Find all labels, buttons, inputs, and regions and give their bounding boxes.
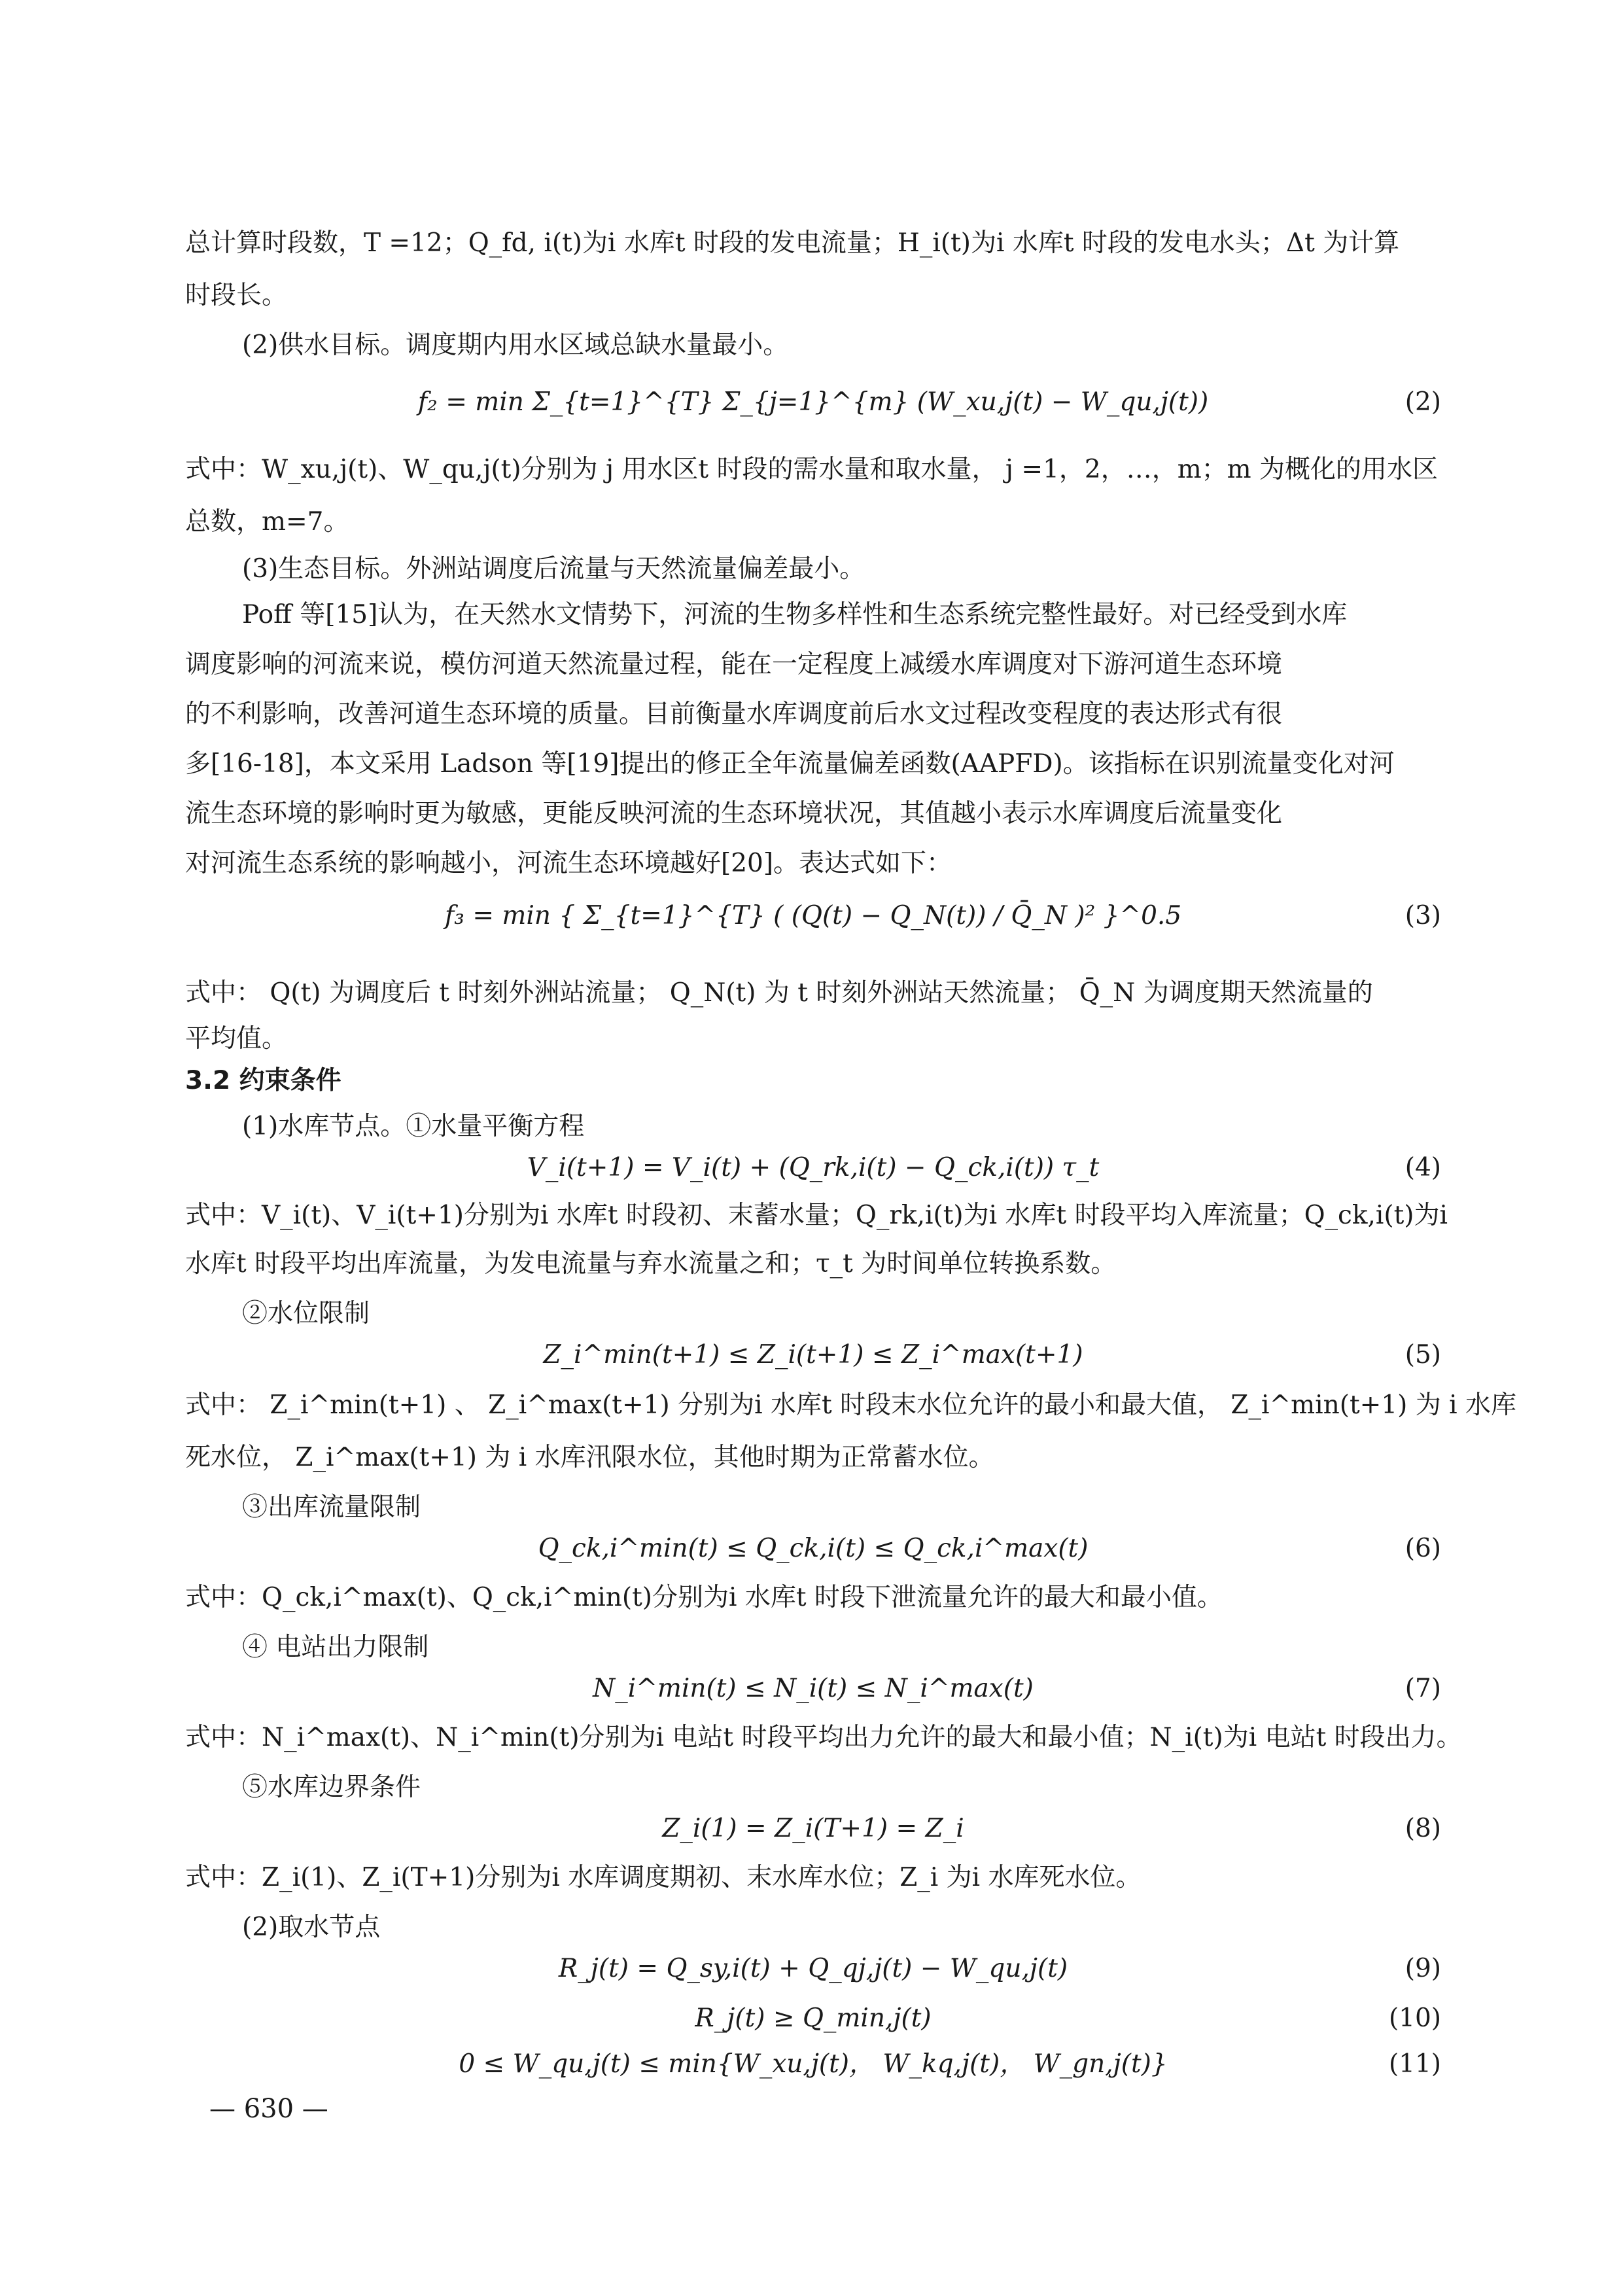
equation-text: 0 ≤ W_qu,j(t) ≤ min{W_xu,j(t)， W_kq,j(t)， W_gn,j(t)}	[459, 2049, 1168, 2079]
equation-8	[185, 1799, 1441, 1858]
paragraph-line: 式中： Q(t) 为调度后 t 时刻外洲站流量； Q_N(t) 为 t 时刻外洲站天然流量； Q̄_N 为调度期天然流量的	[185, 978, 1373, 1008]
equation-text: f₃ = min { Σ_{t=1}^{T} ( (Q(t) − Q_N(t)) / Q̄_N )² }^0.5	[444, 901, 1182, 930]
paragraph-line: 式中：Z_i(1)、Z_i(T+1)分别为i 水库调度期初、末水库水位；Z_i 为i 水库死水位。	[185, 1863, 1142, 1892]
paragraph-line: 式中：N_i^max(t)、N_i^min(t)分别为i 电站t 时段平均出力允许的最大和最小值；N_i(t)为i 电站t 时段出力。	[185, 1723, 1462, 1752]
equation-number: (7)	[1405, 1674, 1441, 1703]
paragraph-line: 总数，m=7。	[185, 507, 349, 537]
equation-2	[185, 373, 1441, 432]
paragraph-line: (2)取水节点	[242, 1913, 381, 1942]
equation-text: Q_ck,i^min(t) ≤ Q_ck,i(t) ≤ Q_ck,i^max(t)	[538, 1534, 1089, 1563]
equation-number: (6)	[1405, 1534, 1441, 1563]
page-number: — 630 —	[209, 2094, 328, 2124]
equation-text: Z_i(1) = Z_i(T+1) = Z_i	[662, 1814, 964, 1843]
paragraph-line: ③出库流量限制	[242, 1492, 421, 1522]
paragraph-line: 流生态环境的影响时更为敏感，更能反映河流的生态环境状况，其值越小表示水库调度后流量变化	[185, 799, 1283, 828]
paragraph-line: ④ 电站出力限制	[242, 1633, 429, 1662]
equation-number: (10)	[1388, 2004, 1441, 2033]
paragraph-line: 式中： Z_i^min(t+1) 、 Z_i^max(t+1) 分别为i 水库t 时段末水位允许的最小和最大值， Z_i^min(t+1) 为 i 水库	[185, 1390, 1516, 1420]
paragraph-line: 调度影响的河流来说，模仿河道天然流量过程，能在一定程度上减缓水库调度对下游河道生态环境	[185, 650, 1283, 679]
paragraph-line: 平均值。	[185, 1024, 288, 1053]
equation-7	[185, 1659, 1441, 1718]
paragraph-line: Poff 等[15]认为，在天然水文情势下，河流的生物多样性和生态系统完整性最好。对已经受到水库	[242, 600, 1348, 629]
equation-text: V_i(t+1) = V_i(t) + (Q_rk,i(t) − Q_ck,i(t)) τ_t	[527, 1153, 1100, 1182]
equation-number: (2)	[1405, 387, 1441, 417]
paragraph-line: 式中：Q_ck,i^max(t)、Q_ck,i^min(t)分别为i 水库t 时段下泄流量允许的最大和最小值。	[185, 1583, 1223, 1612]
equation-5	[185, 1326, 1441, 1385]
equation-text: R_j(t) = Q_sy,i(t) + Q_qj,j(t) − W_qu,j(t)	[558, 1954, 1068, 1983]
equation-4	[185, 1139, 1441, 1197]
equation-text: Z_i^min(t+1) ≤ Z_i(t+1) ≤ Z_i^max(t+1)	[543, 1340, 1083, 1369]
equation-number: (5)	[1405, 1340, 1441, 1369]
equation-number: (8)	[1405, 1814, 1441, 1843]
equation-text: f₂ = min Σ_{t=1}^{T} Σ_{j=1}^{m} (W_xu,j(t) − W_qu,j(t))	[417, 387, 1209, 417]
paragraph-line: ⑤水库边界条件	[242, 1773, 421, 1802]
paragraph-line: (3)生态目标。外洲站调度后流量与天然流量偏差最小。	[242, 554, 865, 584]
paragraph-line: 时段长。	[185, 281, 288, 310]
paragraph-line: 水库t 时段平均出库流量，为发电流量与弃水流量之和；τ_t 为时间单位转换系数。	[185, 1249, 1117, 1279]
equation-3	[185, 877, 1441, 955]
equation-number: (9)	[1405, 1954, 1441, 1983]
equation-6	[185, 1519, 1441, 1578]
paragraph-line: 多[16-18]，本文采用 Ladson 等[19]提出的修正全年流量偏差函数(AAPFD)。该指标在识别流量变化对河	[185, 749, 1395, 779]
equation-number: (3)	[1405, 901, 1441, 930]
section-heading: 3.2 约束条件	[185, 1066, 341, 1095]
paragraph-line: 对河流生态系统的影响越小，河流生态环境越好[20]。表达式如下：	[185, 849, 952, 878]
equation-11	[185, 2035, 1441, 2094]
equation-number: (11)	[1388, 2049, 1441, 2079]
paragraph-line: 的不利影响，改善河道生态环境的质量。目前衡量水库调度前后水文过程改变程度的表达形式有很	[185, 699, 1283, 729]
equation-number: (4)	[1405, 1153, 1441, 1182]
paragraph-line: ②水位限制	[242, 1299, 370, 1328]
equation-text: R_j(t) ≥ Q_min,j(t)	[695, 2004, 932, 2033]
paragraph-line: 总计算时段数，T =12；Q_fd, i(t)为i 水库t 时段的发电流量；H_i(t)为i 水库t 时段的发电水头；Δt 为计算	[185, 228, 1400, 258]
paragraph-line: 式中：V_i(t)、V_i(t+1)分别为i 水库t 时段初、末蓄水量；Q_rk,i(t)为i 水库t 时段平均入库流量；Q_ck,i(t)为i	[185, 1201, 1448, 1230]
paragraph-line: (1)水库节点。①水量平衡方程	[242, 1112, 585, 1141]
paragraph-line: (2)供水目标。调度期内用水区域总缺水量最小。	[242, 330, 789, 360]
paragraph-line: 死水位， Z_i^max(t+1) 为 i 水库汛限水位，其他时期为正常蓄水位。	[185, 1443, 994, 1472]
equation-text: N_i^min(t) ≤ N_i(t) ≤ N_i^max(t)	[593, 1674, 1034, 1703]
paragraph-line: 式中：W_xu,j(t)、W_qu,j(t)分别为 j 用水区t 时段的需水量和取水量， j =1，2，…，m；m 为概化的用水区	[185, 455, 1439, 484]
